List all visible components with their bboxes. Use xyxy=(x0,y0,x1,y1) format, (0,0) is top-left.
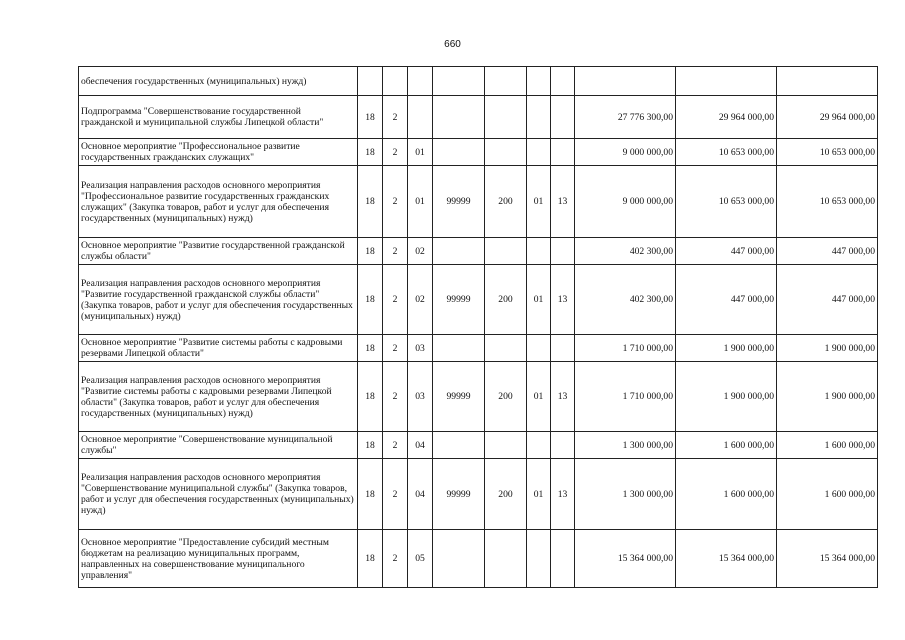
code-section xyxy=(527,96,551,139)
amount-year-2: 447 000,00 xyxy=(676,265,777,335)
code-pp: 2 xyxy=(383,139,408,166)
code-section: 01 xyxy=(527,166,551,238)
code-subsection xyxy=(551,335,575,362)
code-direction: 99999 xyxy=(433,362,485,432)
amount-year-1: 402 300,00 xyxy=(575,238,676,265)
code-om: 01 xyxy=(408,139,433,166)
code-gp: 18 xyxy=(358,139,383,166)
code-subsection: 13 xyxy=(551,459,575,530)
row-label: Реализация направления расходов основного мероприятия "Совершенствование муниципальной службы" (Закупка товаров, работ и услуг для обеспечения государственных (муниципальных) нужд) xyxy=(79,459,358,530)
code-direction xyxy=(433,530,485,588)
code-gp: 18 xyxy=(358,96,383,139)
amount-year-3: 1 900 000,00 xyxy=(777,362,878,432)
code-expense-type: 200 xyxy=(485,166,527,238)
page-number: 660 xyxy=(444,39,461,50)
code-expense-type xyxy=(485,238,527,265)
code-direction xyxy=(433,335,485,362)
code-expense-type: 200 xyxy=(485,459,527,530)
code-gp: 18 xyxy=(358,432,383,459)
code-subsection xyxy=(551,67,575,96)
code-pp: 2 xyxy=(383,96,408,139)
amount-year-1: 27 776 300,00 xyxy=(575,96,676,139)
code-gp: 18 xyxy=(358,362,383,432)
row-label: Основное мероприятие "Развитие системы работы с кадровыми резервами Липецкой области" xyxy=(79,335,358,362)
code-gp: 18 xyxy=(358,166,383,238)
row-label: обеспечения государственных (муниципальных) нужд) xyxy=(79,67,358,96)
code-expense-type xyxy=(485,530,527,588)
code-gp: 18 xyxy=(358,459,383,530)
code-section: 01 xyxy=(527,459,551,530)
table-row xyxy=(79,335,878,362)
code-subsection: 13 xyxy=(551,265,575,335)
code-om xyxy=(408,67,433,96)
code-direction xyxy=(433,139,485,166)
code-section xyxy=(527,238,551,265)
amount-year-2: 10 653 000,00 xyxy=(676,139,777,166)
amount-year-3: 15 364 000,00 xyxy=(777,530,878,588)
code-direction: 99999 xyxy=(433,265,485,335)
code-om: 03 xyxy=(408,362,433,432)
code-subsection xyxy=(551,139,575,166)
code-gp: 18 xyxy=(358,265,383,335)
amount-year-2: 1 900 000,00 xyxy=(676,335,777,362)
code-direction xyxy=(433,96,485,139)
table-row xyxy=(79,67,878,96)
amount-year-2: 1 600 000,00 xyxy=(676,459,777,530)
amount-year-1: 9 000 000,00 xyxy=(575,166,676,238)
code-om: 04 xyxy=(408,459,433,530)
code-section xyxy=(527,67,551,96)
code-pp: 2 xyxy=(383,265,408,335)
code-expense-type xyxy=(485,335,527,362)
code-section: 01 xyxy=(527,265,551,335)
code-om: 03 xyxy=(408,335,433,362)
amount-year-3: 447 000,00 xyxy=(777,238,878,265)
code-pp: 2 xyxy=(383,530,408,588)
row-label: Реализация направления расходов основного мероприятия "Профессиональное развитие государственных гражданских служащих" (Закупка товаров, работ и услуг для обеспечения государственных (муниципальных) нужд) xyxy=(79,166,358,238)
amount-year-2: 1 900 000,00 xyxy=(676,362,777,432)
code-section xyxy=(527,139,551,166)
table-row xyxy=(79,238,878,265)
code-expense-type xyxy=(485,67,527,96)
amount-year-1: 1 710 000,00 xyxy=(575,362,676,432)
code-expense-type: 200 xyxy=(485,265,527,335)
code-om: 02 xyxy=(408,265,433,335)
table-row xyxy=(79,265,878,335)
amount-year-1 xyxy=(575,67,676,96)
amount-year-2: 29 964 000,00 xyxy=(676,96,777,139)
amount-year-1: 15 364 000,00 xyxy=(575,530,676,588)
code-direction xyxy=(433,238,485,265)
table-row xyxy=(79,139,878,166)
code-expense-type xyxy=(485,432,527,459)
row-label: Основное мероприятие "Профессиональное развитие государственных гражданских служащих" xyxy=(79,139,358,166)
amount-year-3 xyxy=(777,67,878,96)
code-pp xyxy=(383,67,408,96)
code-subsection xyxy=(551,432,575,459)
code-section: 01 xyxy=(527,362,551,432)
code-subsection: 13 xyxy=(551,166,575,238)
code-section xyxy=(527,530,551,588)
code-gp: 18 xyxy=(358,530,383,588)
budget-table xyxy=(78,66,878,588)
code-pp: 2 xyxy=(383,432,408,459)
amount-year-3: 10 653 000,00 xyxy=(777,139,878,166)
code-subsection xyxy=(551,96,575,139)
amount-year-3: 1 600 000,00 xyxy=(777,432,878,459)
code-om: 01 xyxy=(408,166,433,238)
code-om xyxy=(408,96,433,139)
code-expense-type xyxy=(485,139,527,166)
code-gp xyxy=(358,67,383,96)
table-row xyxy=(79,362,878,432)
amount-year-1: 402 300,00 xyxy=(575,265,676,335)
code-expense-type xyxy=(485,96,527,139)
code-direction xyxy=(433,432,485,459)
amount-year-3: 1 600 000,00 xyxy=(777,459,878,530)
amount-year-2: 447 000,00 xyxy=(676,238,777,265)
amount-year-3: 10 653 000,00 xyxy=(777,166,878,238)
amount-year-1: 1 710 000,00 xyxy=(575,335,676,362)
amount-year-2: 15 364 000,00 xyxy=(676,530,777,588)
amount-year-3: 29 964 000,00 xyxy=(777,96,878,139)
code-pp: 2 xyxy=(383,166,408,238)
amount-year-2: 10 653 000,00 xyxy=(676,166,777,238)
code-subsection xyxy=(551,530,575,588)
table-row xyxy=(79,432,878,459)
row-label: Основное мероприятие "Совершенствование муниципальной службы" xyxy=(79,432,358,459)
code-section xyxy=(527,432,551,459)
row-label: Основное мероприятие "Развитие государственной гражданской службы области" xyxy=(79,238,358,265)
row-label: Реализация направления расходов основного мероприятия "Развитие государственной гражданской службы области" (Закупка товаров, работ и услуг для обеспечения государственных (муниципальных) нужд) xyxy=(79,265,358,335)
code-direction: 99999 xyxy=(433,166,485,238)
amount-year-3: 1 900 000,00 xyxy=(777,335,878,362)
code-pp: 2 xyxy=(383,459,408,530)
amount-year-2: 1 600 000,00 xyxy=(676,432,777,459)
code-subsection xyxy=(551,238,575,265)
code-expense-type: 200 xyxy=(485,362,527,432)
table-row xyxy=(79,166,878,238)
code-om: 05 xyxy=(408,530,433,588)
amount-year-1: 1 300 000,00 xyxy=(575,432,676,459)
amount-year-3: 447 000,00 xyxy=(777,265,878,335)
row-label: Реализация направления расходов основного мероприятия "Развитие системы работы с кадровыми резервами Липецкой области" (Закупка товаров, работ и услуг для обеспечения государственных (муниципальных) нужд) xyxy=(79,362,358,432)
code-gp: 18 xyxy=(358,238,383,265)
code-gp: 18 xyxy=(358,335,383,362)
code-pp: 2 xyxy=(383,335,408,362)
code-subsection: 13 xyxy=(551,362,575,432)
code-section xyxy=(527,335,551,362)
table-row xyxy=(79,459,878,530)
table-row xyxy=(79,96,878,139)
table-row xyxy=(79,530,878,588)
code-om: 04 xyxy=(408,432,433,459)
code-pp: 2 xyxy=(383,362,408,432)
row-label: Основное мероприятие "Предоставление субсидий местным бюджетам на реализацию муниципальных программ, направленных на совершенствование муниципального управления" xyxy=(79,530,358,588)
amount-year-1: 9 000 000,00 xyxy=(575,139,676,166)
code-direction xyxy=(433,67,485,96)
code-direction: 99999 xyxy=(433,459,485,530)
code-pp: 2 xyxy=(383,238,408,265)
row-label: Подпрограмма "Совершенствование государственной гражданской и муниципальной службы Липецкой области" xyxy=(79,96,358,139)
code-om: 02 xyxy=(408,238,433,265)
amount-year-1: 1 300 000,00 xyxy=(575,459,676,530)
amount-year-2 xyxy=(676,67,777,96)
